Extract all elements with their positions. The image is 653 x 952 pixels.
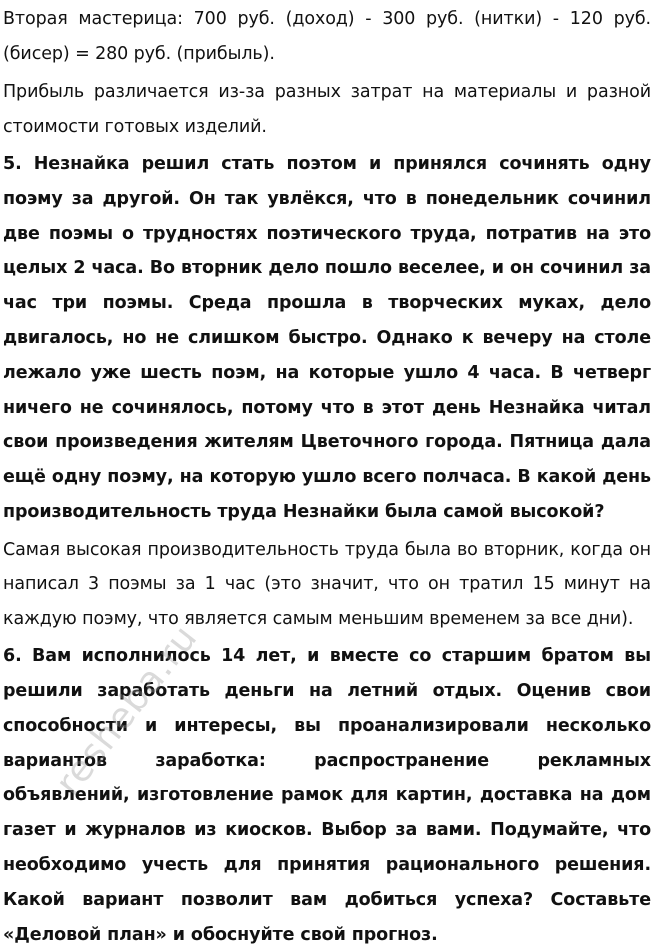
watermark-logo: resheba.ru	[48, 617, 206, 804]
paragraph-profit-difference: Прибыль различается из-за разных затрат на материалы и разной стоимости готовых изделий.	[3, 82, 651, 137]
document-page	[3, 2, 651, 952]
task-5-text: 5. Незнайка решил стать поэтом и принялся сочинять одну поэму за другой. Он так увлёкся, что в понедельник сочинил две поэмы о трудностях поэтического труда, потратив на это целых 2 часа. Во вторник дело пошло веселее, и он сочинил за час три поэмы. Среда прошла в творческих муках, дело двигалось, но не слишком быстро. Однако к вечеру на столе лежало уже шесть поэм, на которые ушло 4 часа. В четверг ничего не сочинялось, потому что в этот день Незнайка читал свои произведения жителям Цветочного города. Пятница дала ещё одну поэму, на которую ушло всего полчаса. В какой день производительность труда Незнайки была самой высокой?	[3, 154, 651, 522]
answer-5-text: Самая высокая производительность труда была во вторник, когда он написал 3 поэмы за 1 час (это значит, что он тратил 15 минут на каждую поэму, что является самым меньшим временем за все дни).	[3, 539, 651, 629]
paragraph-second-craftswoman: Вторая мастерица: 700 руб. (доход) - 300 руб. (нитки) - 120 руб. (бисер) = 280 руб. (прибыль).	[3, 9, 651, 64]
task-6-text: 6. Вам исполнилось 14 лет, и вместе со старшим братом вы решили заработать деньги на летний отдых. Оценив свои способности и интересы, вы проанализировали несколько вариантов заработка: распространение рекламных объявлений, изготовление рамок для картин, доставка на дом газет и журналов из киосков. Выбор за вами. Подумайте, что необходимо учесть для принятия рационального решения. Какой вариант позволит вам добиться успеха? Составьте «Деловой план» и обоснуйте свой прогноз.	[3, 646, 651, 945]
